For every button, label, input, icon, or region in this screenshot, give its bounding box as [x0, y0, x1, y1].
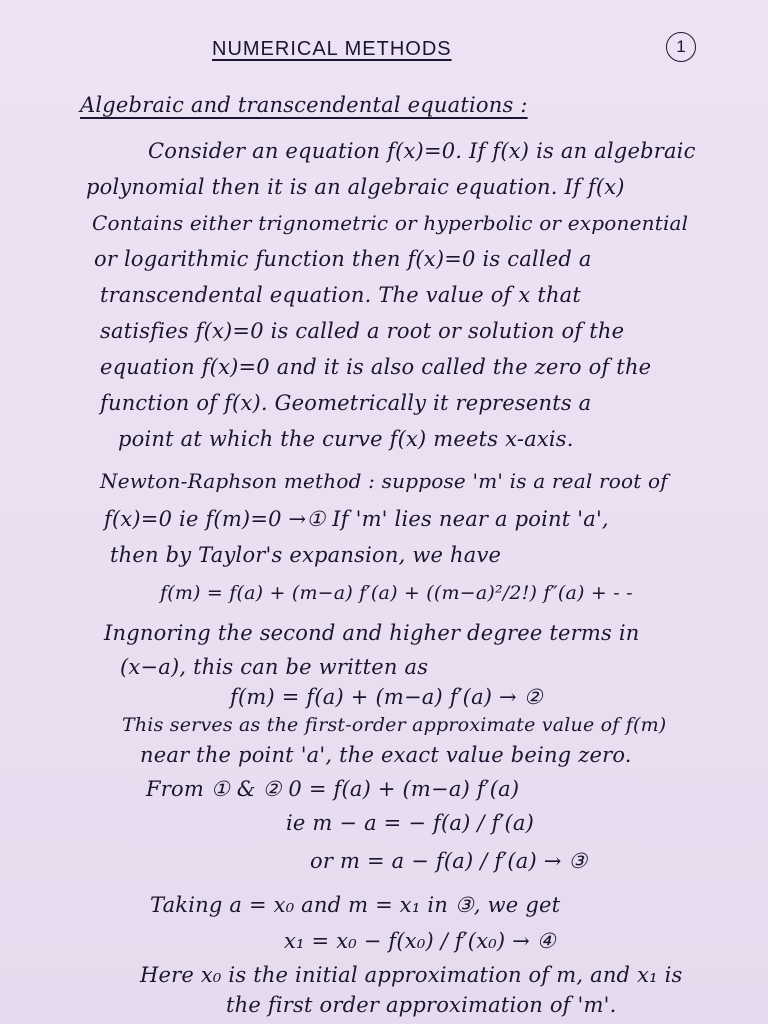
equation-m-minus-a: ie m − a = − f(a) / f′(a) [286, 811, 534, 835]
equation-2: f(m) = f(a) + (m−a) f′(a) → ② [230, 685, 543, 709]
text-line: Here x₀ is the initial approximation of m, and x₁ is [140, 963, 683, 987]
text-line: the first order approximation of 'm'. [226, 993, 617, 1017]
section-heading-algebraic-transcendental: Algebraic and transcendental equations : [80, 93, 528, 117]
text-line: Contains either trignometric or hyperbolic or exponential [92, 211, 689, 235]
page-title: NUMERICAL METHODS [212, 38, 452, 60]
equation-from-1-and-2: From ① & ② 0 = f(a) + (m−a) f′(a) [146, 777, 520, 801]
text-line: then by Taylor's expansion, we have [110, 543, 502, 567]
page-number-badge: 1 [666, 32, 696, 62]
equation-3: or m = a − f(a) / f′(a) → ③ [310, 849, 588, 873]
text-line: polynomial then it is an algebraic equation. If f(x) [86, 175, 625, 199]
text-line: or logarithmic function then f(x)=0 is called a [94, 247, 592, 271]
text-line: This serves as the first-order approximate value of f(m) [122, 714, 667, 736]
text-line: equation f(x)=0 and it is also called the zero of the [100, 355, 652, 379]
equation-taylor-expansion: f(m) = f(a) + (m−a) f′(a) + ((m−a)²/2!) f″(a) + - - [160, 582, 633, 604]
text-line: (x−a), this can be written as [120, 655, 429, 679]
text-line: f(x)=0 ie f(m)=0 →① If 'm' lies near a point 'a', [104, 507, 609, 531]
section-heading-newton-raphson: Newton-Raphson method : suppose 'm' is a real root of [100, 469, 668, 493]
text-line: near the point 'a', the exact value being zero. [140, 743, 632, 767]
text-line: transcendental equation. The value of x that [100, 283, 582, 307]
text-line: satisfies f(x)=0 is called a root or solution of the [100, 319, 625, 343]
text-line: Taking a = x₀ and m = x₁ in ③, we get [150, 893, 561, 917]
equation-4: x₁ = x₀ − f(x₀) / f′(x₀) → ④ [284, 929, 556, 953]
text-line: Consider an equation f(x)=0. If f(x) is an algebraic [148, 139, 696, 163]
text-line: point at which the curve f(x) meets x-axis. [118, 427, 574, 451]
text-line: Ingnoring the second and higher degree terms in [104, 621, 640, 645]
text-line: function of f(x). Geometrically it represents a [100, 391, 592, 415]
